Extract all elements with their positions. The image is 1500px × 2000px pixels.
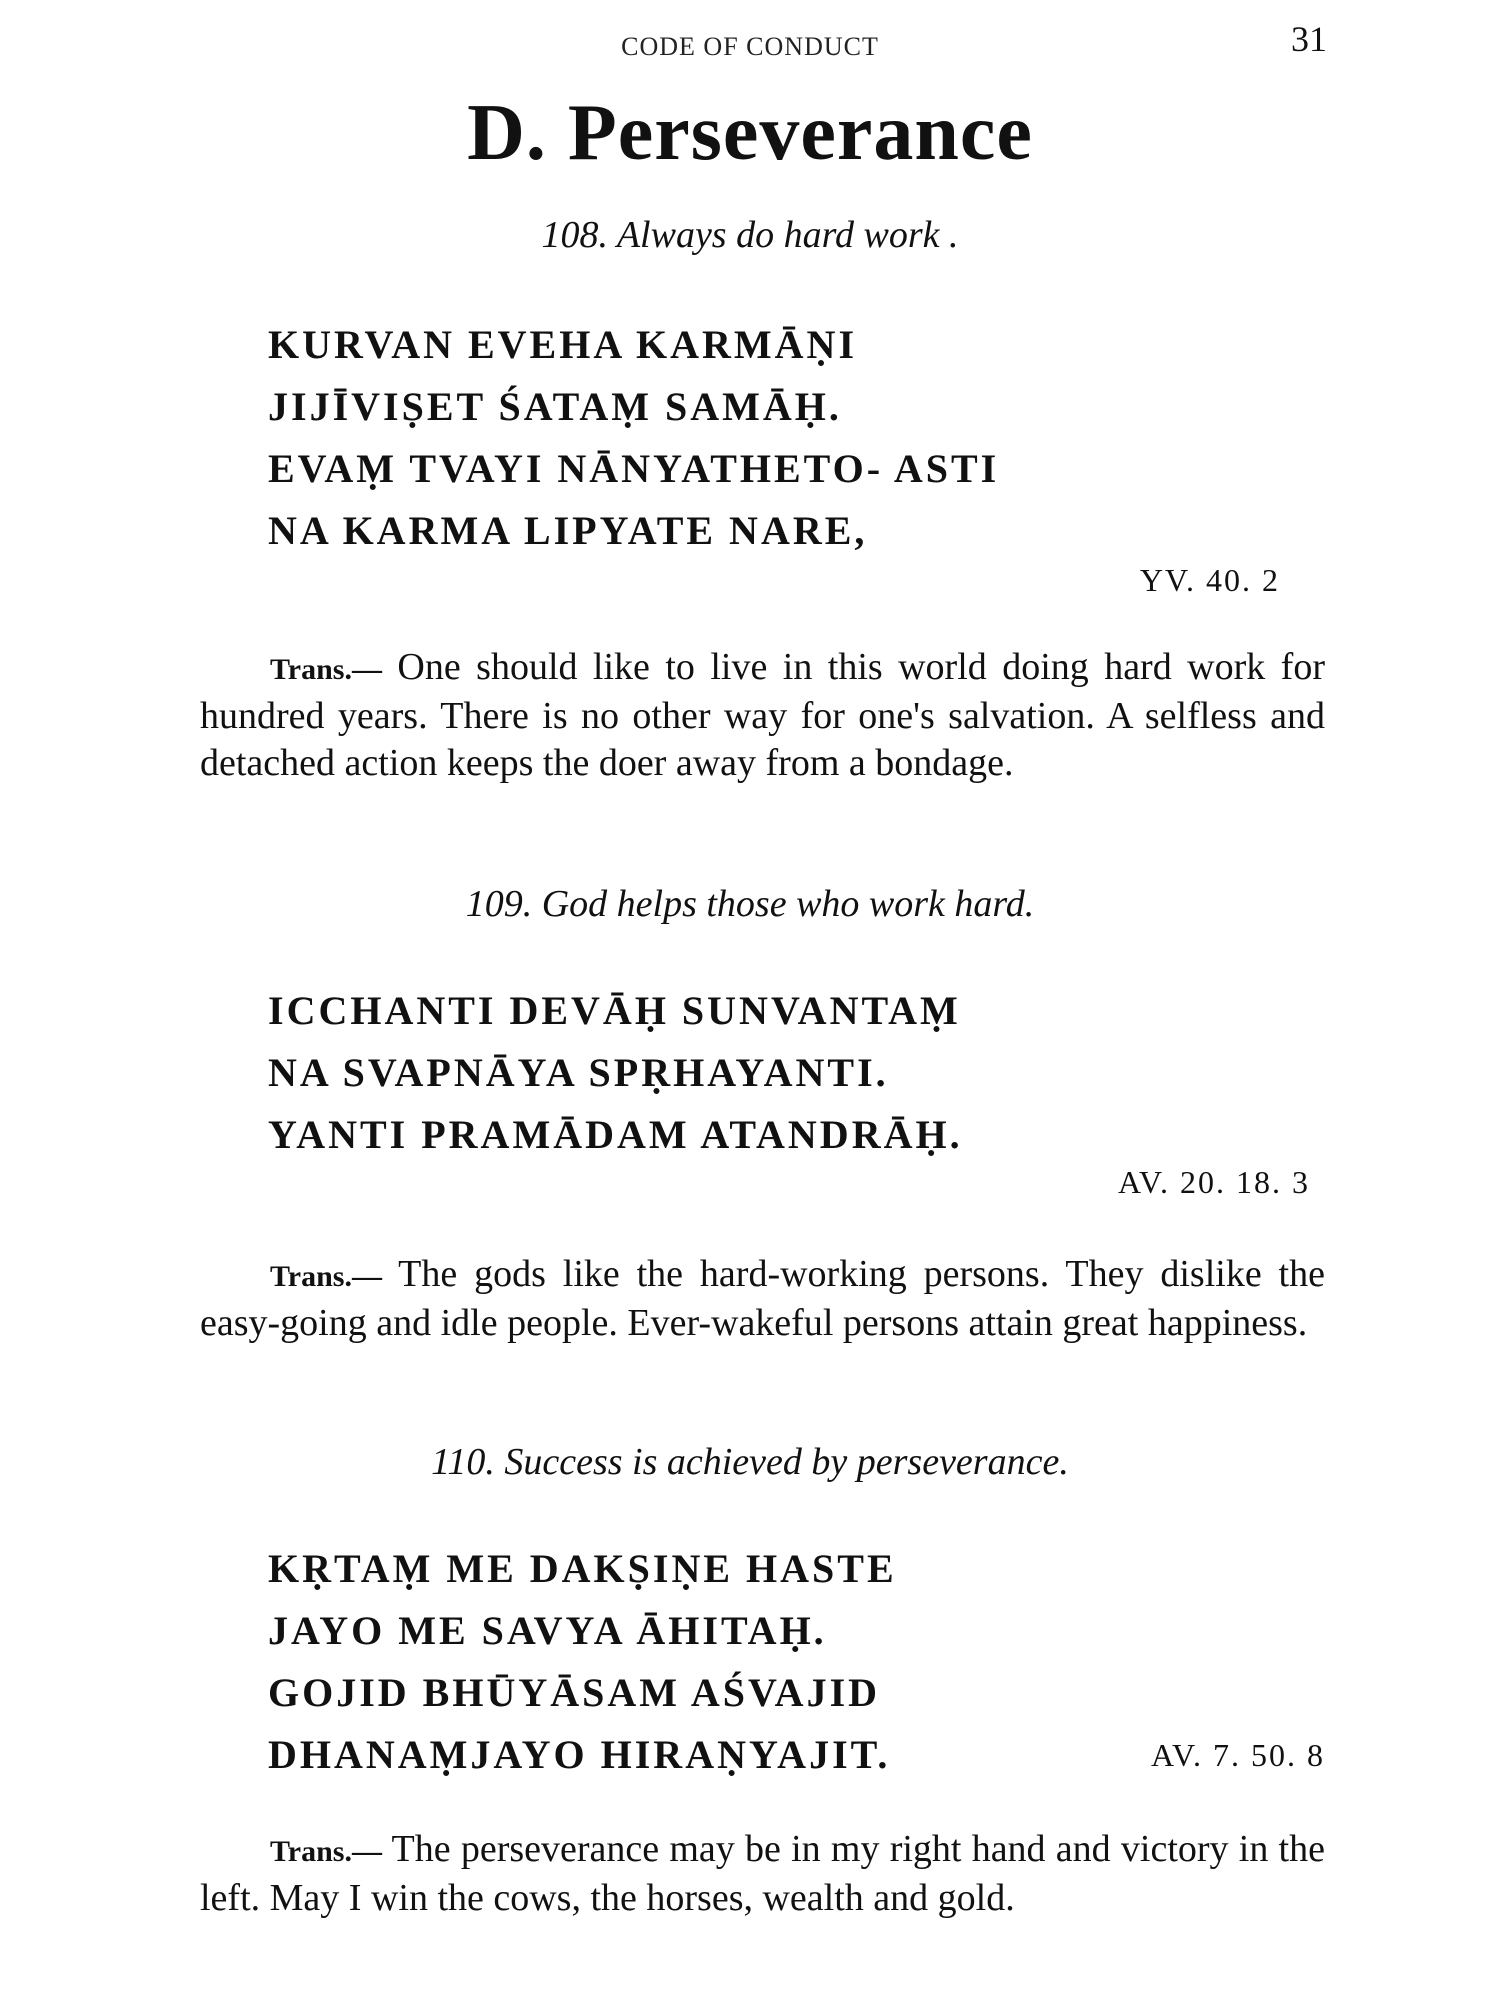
trans-label: Trans.— [270,1835,382,1868]
verse-line: KURVAN EVEHA KARMĀṆI [268,322,858,367]
verse-line: YANTI PRAMĀDAM ATANDRĀḤ. [268,1112,963,1157]
sanskrit-verse [268,980,963,1166]
maxim-heading: 110. Success is achieved by perseverance. [431,1441,1069,1483]
maxim-heading: 109. God helps those who work hard. [465,883,1035,925]
section-title: D. Perseverance [467,89,1033,177]
sanskrit-verse [268,1538,897,1786]
translation-paragraph [200,644,1325,787]
translation-text: The perseverance may be in my right hand and victory in the left. May I win the cows, the horses, wealth and gold. [200,1828,1325,1919]
translation-text: The gods like the hard-working persons. They dislike the easy-going and idle people. Ever-wakeful persons attain great happiness. [200,1253,1325,1344]
verse-line: ICCHANTI DEVĀḤ SUNVANTAṂ [268,988,961,1033]
maxim-heading: 108. Always do hard work . [541,214,959,256]
trans-label: Trans.— [270,1260,382,1293]
translation-paragraph [200,1826,1325,1922]
verse-citation: YV. 40. 2 [1139,562,1280,598]
verse-line: EVAṂ TVAYI NĀNYATHETO- ASTI [268,446,1000,491]
verse-line: DHANAṂJAYO HIRAṆYAJIT. [268,1732,891,1777]
translation-paragraph [200,1251,1325,1347]
verse-citation: AV. 7. 50. 8 [1151,1737,1325,1773]
sanskrit-verse [268,314,999,562]
trans-label: Trans.— [270,653,382,686]
verse-citation: AV. 20. 18. 3 [1118,1164,1310,1200]
translation-text: One should like to live in this world doing hard work for hundred years. There is no other way for one's salvation. A selfless and detached action keeps the doer away from a bondage. [200,646,1325,784]
verse-line: NA SVAPNĀYA SPṚHAYANTI. [268,1050,889,1095]
verse-line: KṚTAṂ ME DAKṢIṆE HASTE [268,1546,897,1591]
page-number: 31 [1291,19,1327,59]
verse-line: GOJID BHŪYĀSAM AŚVAJID [268,1670,881,1715]
verse-line: NA KARMA LIPYATE NARE, [268,508,868,553]
verse-line: JIJĪVIṢET ŚATAṂ SAMĀḤ. [268,384,842,429]
running-header: CODE OF CONDUCT [621,32,879,61]
verse-line: JAYO ME SAVYA ĀHITAḤ. [268,1608,827,1653]
